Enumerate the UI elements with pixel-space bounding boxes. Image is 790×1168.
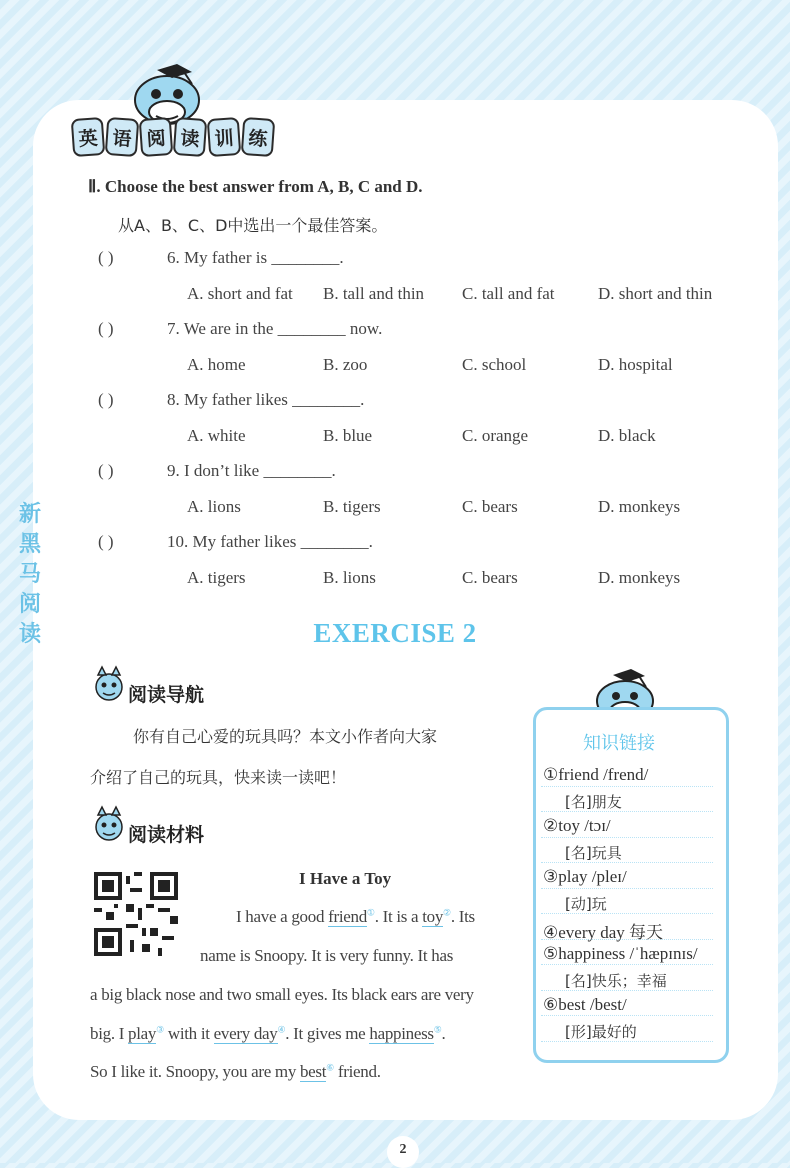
- vocab-word: toy: [422, 907, 444, 926]
- banner-char: 练: [241, 117, 276, 157]
- story-text: . It is a: [374, 907, 423, 926]
- option: C. bears: [462, 568, 518, 587]
- story-line: [90, 1024, 445, 1044]
- story-text: . Its: [450, 907, 475, 926]
- section-heading: Ⅱ. Choose the best answer from A, B, C and D.: [88, 177, 423, 196]
- answer-paren[interactable]: ( ): [98, 390, 114, 409]
- question-stem: 8. My father likes ________.: [167, 390, 365, 409]
- knowledge-pos: [动]玩: [565, 895, 607, 913]
- question-stem: 7. We are in the ________ now.: [167, 319, 383, 338]
- story-line: [236, 907, 475, 927]
- side-char: 新: [18, 502, 41, 527]
- footnote-marker: ⑤: [433, 1024, 442, 1035]
- knowledge-pos: [形]最好的: [565, 1023, 637, 1041]
- knowledge-entry: ⑥best /best/: [543, 995, 627, 1014]
- option: D. black: [598, 426, 656, 445]
- option: B. zoo: [323, 355, 368, 374]
- option: C. school: [462, 355, 527, 374]
- option: B. lions: [323, 568, 376, 587]
- option: B. tigers: [323, 497, 381, 516]
- question-stem: 6. My father is ________.: [167, 248, 344, 267]
- dotted-rule: [541, 837, 713, 838]
- side-char: 读: [18, 622, 41, 647]
- answer-paren[interactable]: ( ): [98, 461, 114, 480]
- knowledge-pos: [名]玩具: [565, 844, 622, 862]
- story-text: .: [441, 1024, 446, 1043]
- footnote-marker: ③: [156, 1024, 164, 1035]
- banner-char: 语: [105, 117, 140, 157]
- story-title: I Have a Toy: [299, 869, 392, 888]
- vocab-word: every day: [213, 1024, 278, 1043]
- footnote-marker: ①: [366, 907, 375, 918]
- dotted-rule: [541, 964, 713, 965]
- dotted-rule: [541, 786, 713, 787]
- footnote-marker: ④: [277, 1024, 286, 1035]
- section-heading-cn: 从A、B、C、D中选出一个最佳答案。: [118, 216, 388, 235]
- reading-training-banner: [72, 118, 282, 160]
- option: B. tall and thin: [323, 284, 425, 303]
- side-char: 黑: [18, 532, 41, 557]
- banner-char: 训: [207, 117, 242, 157]
- horse-head-icon: [92, 665, 126, 703]
- option: D. hospital: [598, 355, 673, 374]
- option: C. tall and fat: [462, 284, 555, 303]
- banner-char: 读: [173, 117, 208, 157]
- side-char: 阅: [18, 592, 41, 617]
- footnote-marker: ②: [443, 907, 451, 918]
- option: A. white: [187, 426, 246, 445]
- option: C. orange: [462, 426, 529, 445]
- story-text: . It gives me: [285, 1024, 370, 1043]
- option: D. monkeys: [598, 497, 681, 516]
- option: D. monkeys: [598, 568, 681, 587]
- guide-text-line: 介绍了自己的玩具，快来读一读吧！: [90, 768, 347, 787]
- banner-char: 英: [71, 117, 106, 157]
- option: A. lions: [187, 497, 241, 516]
- horse-head-icon: [92, 805, 126, 843]
- knowledge-title: 知识链接: [583, 733, 655, 754]
- knowledge-pos: [名]朋友: [565, 793, 622, 811]
- knowledge-entry: ④every day 每天: [543, 923, 664, 942]
- story-line: a big black nose and two small eyes. Its black ears are very: [90, 985, 474, 1004]
- vocab-word: happiness: [369, 1024, 434, 1043]
- option: A. short and fat: [187, 284, 293, 303]
- vocab-word: friend: [328, 907, 367, 926]
- option: C. bears: [462, 497, 518, 516]
- story-text: So I like it. Snoopy, you are my: [90, 1062, 300, 1081]
- answer-paren[interactable]: ( ): [98, 248, 114, 267]
- story-line: name is Snoopy. It is very funny. It has: [200, 946, 454, 965]
- story-text: big. I: [90, 1024, 129, 1043]
- qr-code-icon[interactable]: [94, 872, 178, 956]
- story-text: I have a good: [236, 907, 329, 926]
- answer-paren[interactable]: ( ): [98, 319, 114, 338]
- story-text: with it: [163, 1024, 214, 1043]
- option: A. home: [187, 355, 246, 374]
- option: A. tigers: [187, 568, 246, 587]
- knowledge-entry: ②toy /tɔɪ/: [543, 816, 611, 835]
- dotted-rule: [541, 888, 713, 889]
- vocab-word: best: [299, 1062, 327, 1081]
- reading-guide-title: 阅读导航: [128, 684, 205, 706]
- story-line: [90, 1062, 381, 1082]
- vocab-word: play: [128, 1024, 157, 1043]
- reading-material-title: 阅读材料: [128, 824, 205, 846]
- knowledge-pos: [名]快乐；幸福: [565, 972, 667, 990]
- guide-text-line: 你有自己心爱的玩具吗？本文小作者向大家: [133, 727, 438, 746]
- banner-char: 阅: [139, 117, 174, 157]
- question-stem: 10. My father likes ________.: [167, 532, 373, 551]
- option: B. blue: [323, 426, 373, 445]
- story-text: friend.: [333, 1062, 381, 1081]
- dotted-rule: [541, 1015, 713, 1016]
- side-char: 马: [18, 562, 41, 587]
- answer-paren[interactable]: ( ): [98, 532, 114, 551]
- footnote-marker: ⑥: [326, 1062, 334, 1073]
- exercise-title: EXERCISE 2: [313, 618, 477, 648]
- knowledge-entry: ③play /pleɪ/: [543, 867, 627, 886]
- option: D. short and thin: [598, 284, 713, 303]
- page-number: 2: [387, 1136, 419, 1168]
- question-stem: 9. I don’t like ________.: [167, 461, 336, 480]
- knowledge-entry: ①friend /frend/: [543, 765, 649, 784]
- knowledge-entry: ⑤happiness /ˈhæpɪnɪs/: [543, 944, 698, 963]
